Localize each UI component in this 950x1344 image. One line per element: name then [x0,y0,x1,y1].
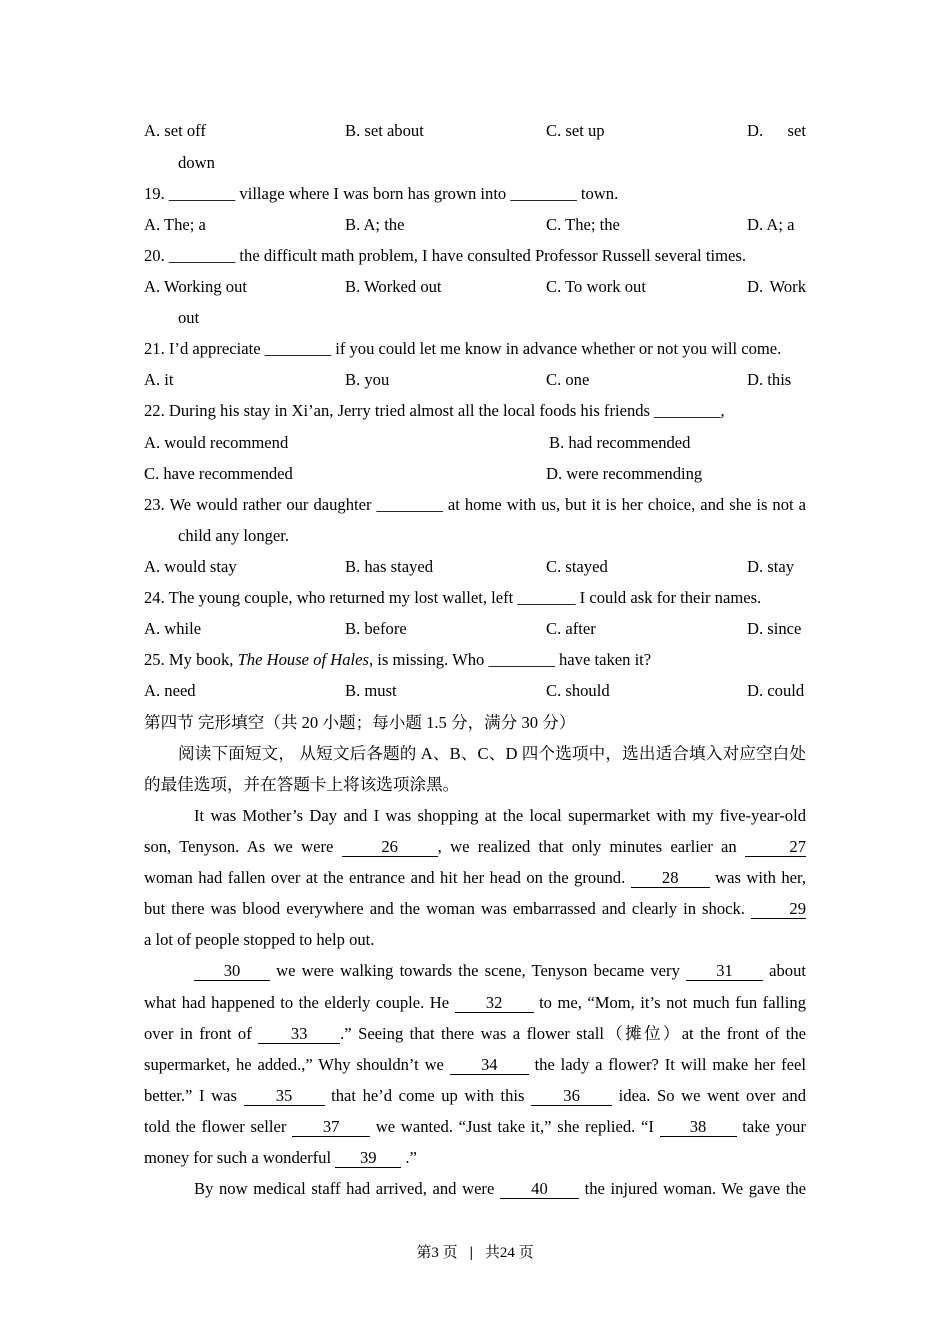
q23-option-d: D. stay [747,556,795,576]
q20-option-d: D. Work [747,276,806,296]
q24-option-d: D. since [747,619,802,639]
q19-option-a: A. The; a [144,214,206,234]
q21-option-c: C. one [546,370,590,390]
q18-option-a: A. set off [144,121,206,141]
blank-36: 36 [531,1087,612,1106]
page-number-total: 共24 页 [484,1245,534,1261]
q25-option-b: B. must [345,681,397,701]
blank-35: 35 [244,1087,325,1106]
q25-stem [144,644,806,675]
passage-text: idea. So we went over and [612,1085,807,1105]
passage-line-1 [144,800,806,831]
passage-line-9 [144,1049,806,1080]
q23-options [144,551,806,582]
passage-line-2 [144,831,806,862]
section-heading: 第四节 完形填空（共 20 小题；每小题 1.5 分，满分 30 分） [144,712,576,732]
q25-option-d: D. could [747,681,805,701]
page-content [144,115,806,1204]
passage-text: was with her, [709,868,806,888]
q18-option-c: C. set up [546,121,605,141]
q20-stem: 20. ________ the difficult math problem, I have consulted Professor Russell several times. [144,245,747,265]
q19-stem: 19. ________ village where I was born has grown into ________ town. [144,183,619,203]
passage-line-12 [144,1142,806,1173]
q24-options [144,613,806,644]
q18-option-d: D. set [747,121,806,141]
q20-options [144,271,806,302]
q19-option-d: D. A; a [747,214,795,234]
page-footer [0,1241,950,1265]
q20-option-d-wrap: out [178,308,200,328]
passage-text: .” Seeing that there was a flower stall（摊位）at the front of the [340,1023,806,1043]
passage-line-5 [144,924,806,955]
passage-text: we were walking towards the scene, Tenyson became very [270,961,686,981]
blank-33: 33 [258,1025,340,1044]
passage-line-7 [144,987,806,1018]
blank-37: 37 [292,1118,370,1137]
q25-option-a: A. need [144,681,196,701]
passage-text: about [763,961,806,981]
section-instructions-line-2: 的最佳选项，并在答题卡上将该选项涂黑。 [144,774,460,794]
q18-option-d-wrap: down [178,152,215,172]
passage-line-13 [144,1173,806,1204]
q19-options [144,209,806,240]
q21-option-d: D. this [747,370,792,390]
passage-text: to me, “Mom, it’s not much fun falling [533,992,806,1012]
blank-34: 34 [450,1056,529,1075]
passage-text: the injured woman. We gave the [578,1179,806,1199]
passage-line-11 [144,1111,806,1142]
q22-options-row-2 [144,458,806,489]
passage-text: take your [736,1116,806,1136]
q20-option-b: B. Worked out [345,276,442,296]
q23-option-b: B. has stayed [345,556,434,576]
q22-stem: 22. During his stay in Xi’an, Jerry tried almost all the local foods his friends ________, [144,401,725,421]
passage-text: better.” I was [144,1085,244,1105]
passage-text: .” [401,1148,417,1168]
passage-text: It was Mother’s Day and I was shopping at the local supermarket with my five-year-old [194,805,806,825]
q23-stem-wrap: child any longer. [178,525,290,545]
q20-option-c: C. To work out [546,276,646,296]
section-instructions-line-1: 阅读下面短文， 从短文后各题的 A、B、C、D 四个选项中，选出适合填入对应空白处 [178,743,806,763]
blank-29: 29 [751,900,806,919]
book-title: The House of Hales [237,650,369,670]
q25-option-c: C. should [546,681,610,701]
q25-options [144,675,806,706]
passage-line-6 [144,955,806,986]
blank-31: 31 [686,962,763,981]
q25-stem-start: 25. My book, [144,650,238,670]
q23-option-c: C. stayed [546,556,608,576]
page-number-current: 第3 页 [416,1245,458,1261]
q24-option-a: A. while [144,619,202,639]
passage-text: a lot of people stopped to help out. [144,930,375,950]
q22-options-row-1 [144,427,806,458]
passage-text: over in front of [144,1023,259,1043]
passage-text: money for such a wonderful [144,1148,336,1168]
passage-text: the lady a flower? It will make her feel [528,1054,806,1074]
passage-text: , we realized that only minutes earlier an [437,836,745,856]
q21-options [144,364,806,395]
q24-stem: 24. The young couple, who returned my lost wallet, left _______ I could ask for their names. [144,588,762,608]
q21-option-b: B. you [345,370,390,390]
q25-stem-end: , is missing. Who ________ have taken it? [368,650,652,670]
q22-option-a: A. would recommend [144,432,289,452]
blank-26: 26 [342,838,438,857]
q24-option-b: B. before [345,619,407,639]
q22-option-b: B. had recommended [549,432,691,452]
blank-38: 38 [660,1118,737,1137]
q19-option-c: C. The; the [546,214,620,234]
q19-option-b: B. A; the [345,214,405,234]
q21-stem: 21. I’d appreciate ________ if you could let me know in advance whether or not you will come. [144,339,782,359]
passage-text: son, Tenyson. As we were [144,836,342,856]
footer-separator: | [469,1245,473,1261]
blank-30: 30 [194,962,270,981]
passage-text: but there was blood everywhere and the woman was embarrassed and clearly in shock. [144,899,751,919]
blank-28: 28 [631,869,710,888]
q21-option-a: A. it [144,370,174,390]
q18-options [144,115,806,146]
passage-line-10 [144,1080,806,1111]
q23-option-a: A. would stay [144,556,237,576]
q24-option-c: C. after [546,619,596,639]
passage-text: that he’d come up with this [324,1085,532,1105]
blank-27: 27 [745,838,806,857]
passage-text: woman had fallen over at the entrance and hit her head on the ground. [144,868,631,888]
q18-option-b: B. set about [345,121,424,141]
q23-stem: 23. We would rather our daughter ________ at home with us, but it is her choice, and she is not a [144,494,806,514]
passage-text: what had happened to the elderly couple. He [144,992,455,1012]
passage-line-8 [144,1018,806,1049]
q22-option-c: C. have recommended [144,463,293,483]
passage-text: By now medical staff had arrived, and were [194,1179,500,1199]
q22-option-d: D. were recommending [546,463,703,483]
passage-line-3 [144,862,806,893]
passage-text: supermarket, he added.,” Why shouldn’t we [144,1054,450,1074]
blank-40: 40 [500,1180,579,1199]
passage-line-4 [144,893,806,924]
passage-text: we wanted. “Just take it,” she replied. “I [370,1116,660,1136]
blank-39: 39 [335,1149,401,1168]
q20-option-a: A. Working out [144,276,247,296]
blank-32: 32 [455,994,534,1013]
passage-text: told the flower seller [144,1116,293,1136]
